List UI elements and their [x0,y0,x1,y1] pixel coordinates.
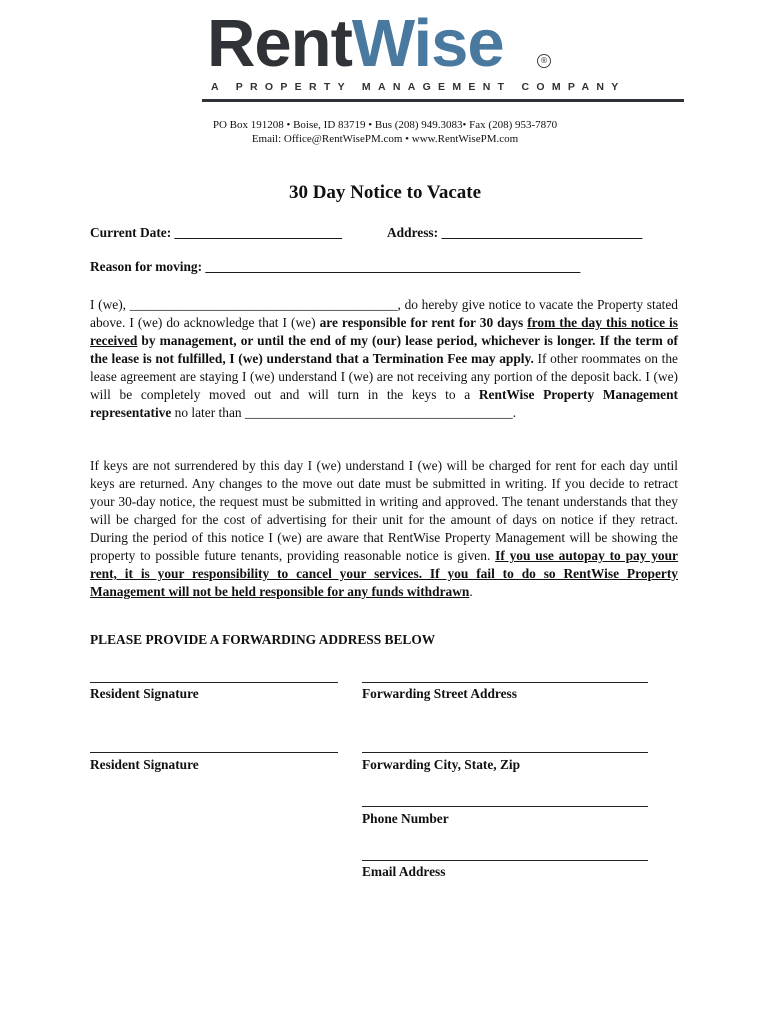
logo-wordmark [207,6,504,81]
forwarding-heading: PLEASE PROVIDE A FORWARDING ADDRESS BELOW [90,632,436,647]
forwarding-city-line [362,752,648,753]
forwarding-street-label: Forwarding Street Address [362,686,517,701]
contact-email-line: Email: Office@RentWisePM.com • www.RentWisePM.com [251,133,519,145]
forwarding-street-line [362,682,648,683]
resident-signature-2-label: Resident Signature [90,757,199,772]
resident-signature-2-line [90,752,338,753]
address-field: Address: ______________________________ [387,225,643,240]
notice-text-3: no later than ________________________________________. [171,405,517,420]
reason-field: Reason for moving: ________________________________________________________ [90,259,581,274]
email-address-label: Email Address [362,864,446,879]
form-title: 30 Day Notice to Vacate [288,182,482,203]
registered-mark-icon: ® [537,54,551,68]
notice-text-underline: from the day this notice is received [90,315,678,348]
logo-wise: Wise [351,6,504,81]
notice-text-bold-1: are responsible for rent for 30 days [319,315,528,330]
phone-number-label: Phone Number [362,811,449,826]
email-address-line [362,860,648,861]
logo-rent: Rent [207,6,352,81]
header-divider [202,99,684,102]
logo-tagline: A PROPERTY MANAGEMENT COMPANY [211,81,626,93]
keys-text-end: . [469,584,473,599]
notice-text-bold-2: by management, or until the end of my (our) lease period, whichever is longer. If the term of the lease is not fulfilled, I (we) understand that a Termination Fee may apply. [90,333,678,366]
contact-address-line: PO Box 191208 • Boise, ID 83719 • Bus (208) 949.3083• Fax (208) 953-7870 [212,119,558,131]
notice-text-2: If other roommates on the lease agreement are staying I (we) understand I (we) are not receiving any portion of the deposit back. I (we) will be completely moved out and will turn in the keys to a [90,351,678,402]
keys-text: If keys are not surrendered by this day I (we) understand I (we) will be charged for rent for each day until keys are returned. Any changes to the move out date must be submitted in writing. If you decide to retract your 30-day notice, the request must be submitted in writing and approved. The tenant understands that they will be charged for the cost of advertising for their unit for the amount of days on notice if they retract. During the period of this notice I (we) are aware that RentWise Property Management will be showing the property to possible future tenants, providing reasonable notice is given. [90,458,678,563]
phone-number-line [362,806,648,807]
notice-paragraph [90,296,678,422]
resident-signature-1-label: Resident Signature [90,686,199,701]
notice-text-bold-3: RentWise Property Management representative [90,387,678,420]
forwarding-city-label: Forwarding City, State, Zip [362,757,521,772]
notice-text-1: I (we), ________________________________________, do hereby give notice to vacate the Property stated above. I (we) do acknowledge that I (we) [90,297,678,330]
current-date-field: Current Date: _________________________ [90,225,342,240]
keys-paragraph [90,457,678,601]
resident-signature-1-line [90,682,338,683]
autopay-warning: If you use autopay to pay your rent, it is your responsibility to cancel your services. If you fail to do so RentWise Property Management will not be held responsible for any funds withdrawn [90,548,678,599]
